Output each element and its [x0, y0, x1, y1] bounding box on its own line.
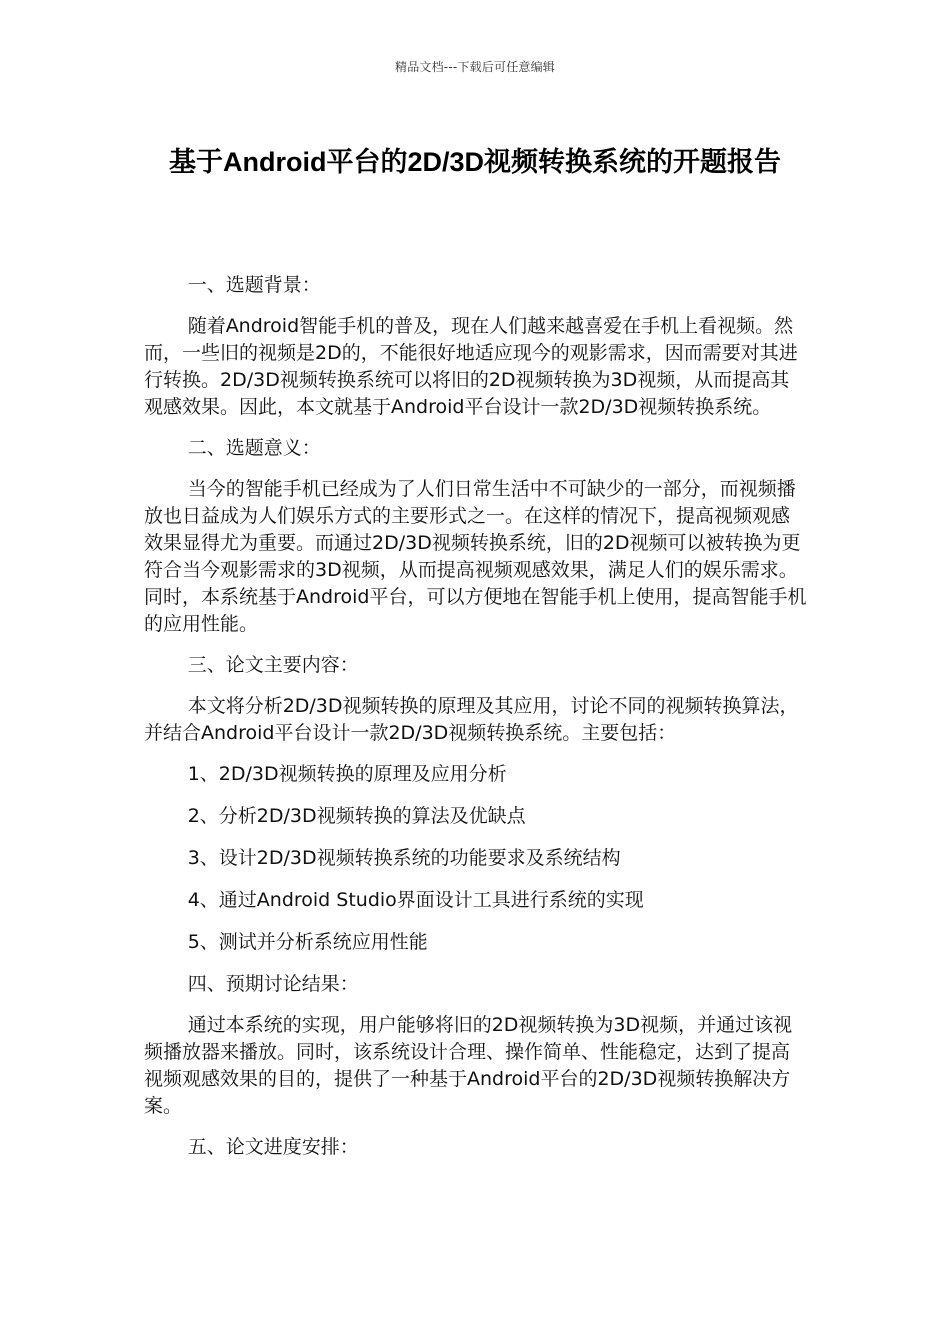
content-list-item: 4、通过Android Studio界面设计工具进行系统的实现: [187, 889, 644, 911]
document-body: [144, 272, 808, 1175]
section-heading-significance: 二、选题意义：: [187, 437, 321, 459]
section-heading-schedule: 五、论文进度安排：: [187, 1136, 359, 1158]
content-list-item: 1、2D/3D视频转换的原理及应用分析: [187, 763, 507, 785]
section-paragraph-content: 本文将分析2D/3D视频转换的原理及其应用，讨论不同的视频转换算法，并结合Android平台设计一款2D/3D视频转换系统。主要包括：: [144, 695, 799, 744]
section-heading-results: 四、预期讨论结果：: [187, 973, 359, 995]
section-heading-background: 一、选题背景：: [187, 274, 321, 296]
content-list-item: 3、设计2D/3D视频转换系统的功能要求及系统结构: [187, 847, 621, 869]
section-paragraph-results: 通过本系统的实现，用户能够将旧的2D视频转换为3D视频，并通过该视频播放器来播放。同时，该系统设计合理、操作简单、性能稳定，达到了提高视频观感效果的目的，提供了一种基于Android平台的2D/3D视频转换解决方案。: [144, 1014, 793, 1117]
document-title: 基于Android平台的2D/3D视频转换系统的开题报告: [168, 147, 781, 177]
content-list-item: 5、测试并分析系统应用性能: [187, 931, 428, 953]
section-paragraph-significance: 当今的智能手机已经成为了人们日常生活中不可缺少的一部分，而视频播放也日益成为人们娱乐方式的主要形式之一。在这样的情况下，提高视频观感效果显得尤为重要。而通过2D/3D视频转换系统，旧的2D视频可以被转换为更符合当今观影需求的3D视频，从而提高视频观感效果，满足人们的娱乐需求。同时，本系统基于Android平台，可以方便地在智能手机上使用，提高智能手机的应用性能。: [144, 478, 807, 635]
section-paragraph-background: 随着Android智能手机的普及，现在人们越来越喜爱在手机上看视频。然而，一些旧的视频是2D的，不能很好地适应现今的观影需求，因而需要对其进行转换。2D/3D视频转换系统可以将旧的2D视频转换为3D视频，从而提高其观感效果。因此，本文就基于Android平台设计一款2D/3D视频转换系统。: [144, 315, 798, 418]
header-note: 精品文档---下载后可任意编辑: [395, 60, 555, 74]
section-heading-content: 三、论文主要内容：: [187, 654, 359, 676]
content-list-item: 2、分析2D/3D视频转换的算法及优缺点: [187, 805, 526, 827]
